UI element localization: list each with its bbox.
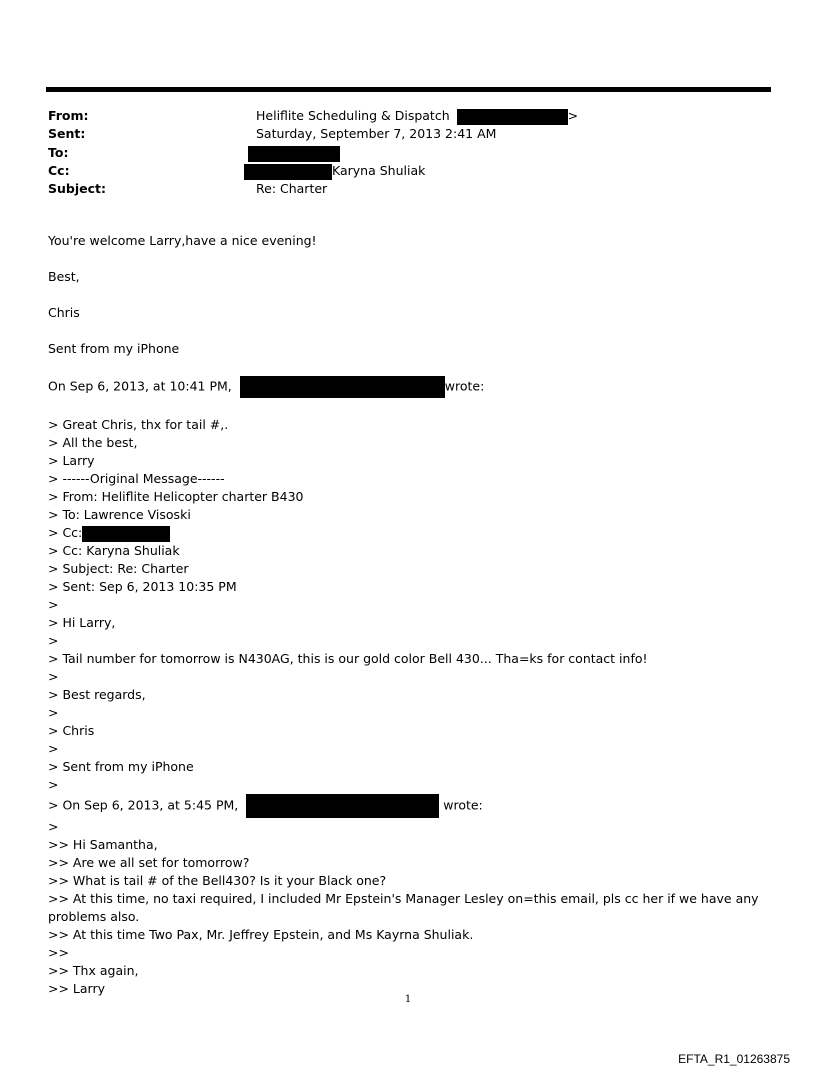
- redaction-box: [457, 109, 568, 125]
- quoted-line: > All the best,: [48, 435, 138, 450]
- quoted-line: >> Are we all set for tomorrow?: [48, 855, 250, 870]
- quoted-line: > Chris: [48, 723, 95, 738]
- subject-value: Re: Charter: [256, 181, 328, 196]
- quoted-line: [48, 524, 768, 542]
- redaction-box: [82, 526, 170, 542]
- to-label: To:: [48, 145, 69, 160]
- quoted-line: > Subject: Re: Charter: [48, 561, 189, 576]
- quoted-line: >: [48, 597, 59, 612]
- quoted-line: > Tail number for tomorrow is N430AG, this is our gold color Bell 430... Tha=ks for contact info!: [48, 651, 648, 666]
- quoted-line: >> Thx again,: [48, 963, 139, 978]
- quoted-line: >> At this time, no taxi required, I included Mr Epstein's Manager Lesley on=this email, pls cc her if we have any problems also.: [48, 891, 759, 924]
- email-body: [48, 232, 768, 998]
- reply-intro: On Sep 6, 2013, at 10:41 PM,: [48, 378, 232, 394]
- quoted-line: > Larry: [48, 453, 95, 468]
- quoted-line: > Sent from my iPhone: [48, 759, 194, 774]
- body-line: Sent from my iPhone: [48, 341, 180, 356]
- cc-value: [244, 162, 425, 180]
- quoted-line: >> Hi Samantha,: [48, 837, 158, 852]
- quoted-line: >>: [48, 945, 69, 960]
- reply-wrote: wrote:: [444, 378, 485, 394]
- quoted-line: >> Larry: [48, 981, 106, 996]
- from-suffix: >: [567, 108, 579, 123]
- redaction-box: [246, 794, 439, 818]
- quoted-line: > Great Chris, thx for tail #,.: [48, 417, 229, 432]
- quoted-line: [48, 794, 768, 818]
- quoted-line: > Hi Larry,: [48, 615, 116, 630]
- quoted-line: >: [48, 819, 59, 834]
- body-line: [48, 376, 768, 398]
- cc-name: Karyna Shuliak: [332, 163, 426, 178]
- from-label: From:: [48, 108, 89, 123]
- quoted-line: >> At this time Two Pax, Mr. Jeffrey Epstein, and Ms Kayrna Shuliak.: [48, 927, 474, 942]
- quoted-line: > To: Lawrence Visoski: [48, 507, 191, 522]
- quoted-line: >: [48, 669, 59, 684]
- quoted-line: >> What is tail # of the Bell430? Is it your Black one?: [48, 873, 387, 888]
- cc-label: Cc:: [48, 163, 70, 178]
- to-value: [248, 144, 340, 162]
- quoted-cc: > Cc:: [48, 525, 83, 540]
- sent-value: Saturday, September 7, 2013 2:41 AM: [256, 126, 497, 141]
- body-line: Best,: [48, 269, 80, 284]
- bates-number: EFTA_R1_01263875: [678, 1052, 790, 1066]
- quoted-line: > Sent: Sep 6, 2013 10:35 PM: [48, 579, 237, 594]
- redaction-box: [248, 146, 340, 162]
- quoted-line: >: [48, 633, 59, 648]
- quoted-wrote: wrote:: [443, 797, 483, 813]
- quoted-line: >: [48, 741, 59, 756]
- body-line: You're welcome Larry,have a nice evening!: [48, 233, 317, 248]
- body-line: Chris: [48, 305, 80, 320]
- sent-label: Sent:: [48, 126, 86, 141]
- header-rule: [46, 87, 771, 92]
- quoted-line: > From: Heliflite Helicopter charter B430: [48, 489, 304, 504]
- from-name: Heliflite Scheduling & Dispatch: [256, 108, 450, 123]
- redaction-box: [240, 376, 445, 398]
- quoted-line: >: [48, 705, 59, 720]
- from-value: [256, 107, 578, 125]
- redaction-box: [244, 164, 332, 180]
- subject-label: Subject:: [48, 181, 106, 196]
- quoted-line: > ------Original Message------: [48, 471, 225, 486]
- quoted-intro: > On Sep 6, 2013, at 5:45 PM,: [48, 797, 239, 813]
- quoted-line: >: [48, 777, 59, 792]
- page-number: 1: [404, 994, 412, 1005]
- quoted-line: > Best regards,: [48, 687, 146, 702]
- quoted-line: > Cc: Karyna Shuliak: [48, 543, 180, 558]
